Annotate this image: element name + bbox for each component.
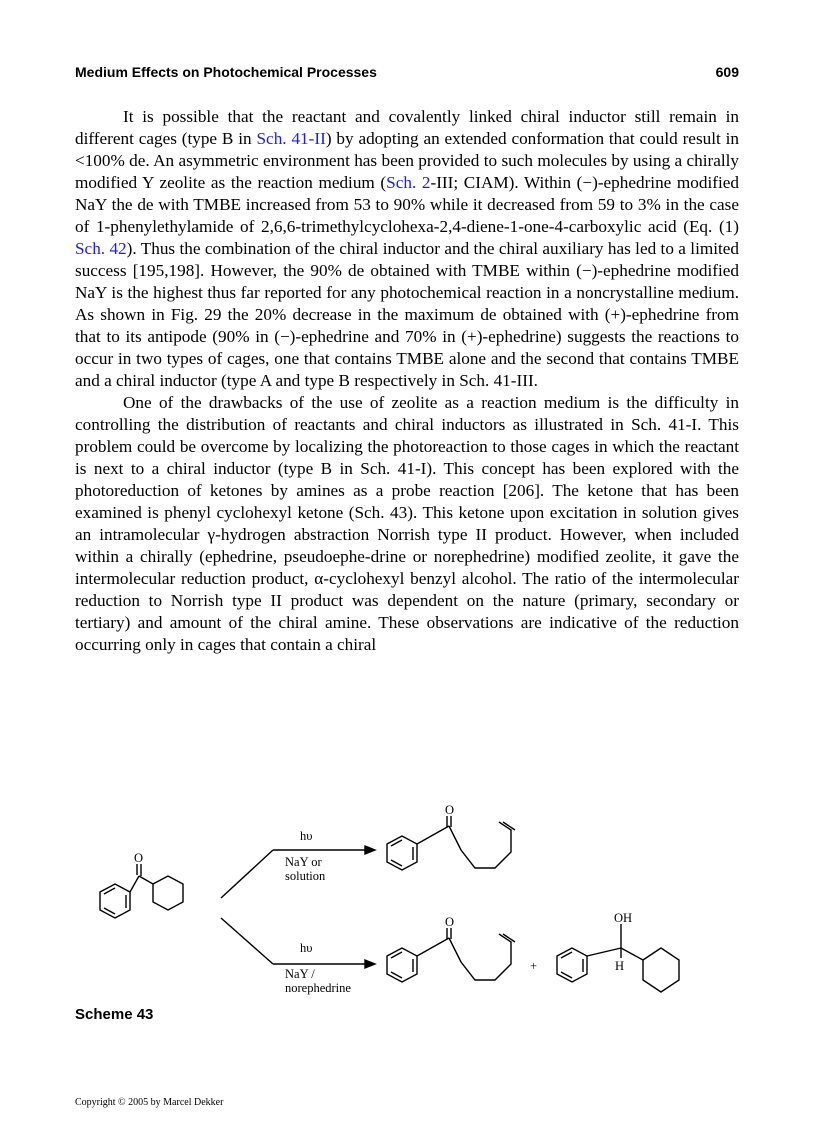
reactant-molecule xyxy=(100,864,183,918)
reference-link-sch-41-ii[interactable]: Sch. 41-II xyxy=(256,129,326,148)
scheme-43-figure xyxy=(75,800,739,1000)
body-text xyxy=(75,106,739,656)
product-cyclohexyl-benzyl-alcohol xyxy=(557,924,679,992)
paragraph-1-text-d: ). Thus the combination of the chiral inductor and the chiral auxiliary has led to a limited success [195,198]. However, the 90% de obtained with TMBE within (−)-ephedrine modified NaY is the highest thus far reported for any photochemical reaction in a noncrystalline medium. As shown in Fig. 29 the 20% decrease in the maximum de obtained with (+)-ephedrine from that to its antipode (90% in (−)-ephedrine and 70% in (+)-ephedrine) suggests the reactions to occur in two types of cages, one that contains TMBE alone and the second that contains TMBE and a chiral inductor (type A and type B respectively in Sch. 41-III. xyxy=(75,239,739,390)
bottom-arrow-condition-2: norephedrine xyxy=(285,981,351,995)
atom-label-oxygen-top: O xyxy=(445,803,455,817)
paragraph-2: One of the drawbacks of the use of zeolite as a reaction medium is the difficulty in controlling the distribution of reactants and chiral inductors as illustrated in Sch. 41-I. This problem could be overcome by localizing the photoreaction to those cages in which the reactant is next to a chiral inductor (type B in Sch. 41-I). This concept has been explored with the photoreduction of ketones by amines as a probe reaction [206]. The ketone that has been examined is phenyl cyclohexyl ketone (Sch. 43). This ketone upon excitation in solution gives an intramolecular γ-hydrogen abstraction Norrish type II product. However, when included within a chirally (ephedrine, pseudoephe-drine or norephedrine) modified zeolite, it gave the intermolecular reduction product, α-cyclohexyl benzyl alcohol. The ratio of the intermolecular reduction to Norrish type II product was dependent on the nature (primary, secondary or tertiary) and amount of the chiral amine. These observations are indicative of the reduction occurring only in cages that contain a chiral xyxy=(75,393,739,654)
page-number: 609 xyxy=(715,64,739,80)
product-norrish-type-ii-b xyxy=(387,928,515,982)
reaction-scheme-diagram xyxy=(75,800,739,1000)
copyright-notice: Copyright © 2005 by Marcel Dekker xyxy=(75,1097,224,1108)
reference-link-sch-2[interactable]: Sch. 2 xyxy=(386,173,431,192)
diagonal-arrow-top xyxy=(221,850,273,898)
bottom-arrowhead xyxy=(365,960,375,968)
top-arrowhead xyxy=(365,846,375,854)
top-arrow-condition-1: NaY or xyxy=(285,855,322,869)
scheme-caption: Scheme 43 xyxy=(75,1006,154,1023)
atom-label-oxygen-bottom: O xyxy=(445,915,455,929)
paragraph-1 xyxy=(75,106,739,392)
product-norrish-type-ii xyxy=(387,816,515,870)
bottom-arrow-hv: hυ xyxy=(300,941,313,955)
paragraph-1-text-b: ) by adopting an extended conformation that could result in <100% de. An asymmetric environment has been provided to such molecules by using a chirally modified Y zeolite as the reaction medium ( xyxy=(75,129,740,192)
top-arrow-condition-2: solution xyxy=(285,869,326,883)
atom-label-hydrogen: H xyxy=(615,959,625,973)
plus-sign: + xyxy=(530,959,538,973)
diagonal-arrow-bottom xyxy=(221,918,273,964)
bottom-arrow-condition-1: NaY / xyxy=(285,967,315,981)
running-head-title: Medium Effects on Photochemical Processes xyxy=(75,64,377,80)
reference-link-sch-42[interactable]: Sch. 42 xyxy=(75,239,127,258)
paragraph-1-text-a: It is possible that the reactant and covalently linked chiral inductor still remain in different cages (type B in xyxy=(75,107,739,148)
atom-label-hydroxyl: OH xyxy=(614,911,633,925)
atom-label-oxygen: O xyxy=(134,851,144,865)
top-arrow-hv: hυ xyxy=(300,829,313,843)
paragraph-1-text-c: -III; CIAM). Within (−)-ephedrine modified NaY the de with TMBE increased from 53 to 90% while it decreased from 59 to 3% in the case of 1-phenylethylamide of 2,6,6-trimethylcyclohexa-2,4-diene-1-one-4-carboxylic acid (Eq. (1) xyxy=(75,173,739,236)
